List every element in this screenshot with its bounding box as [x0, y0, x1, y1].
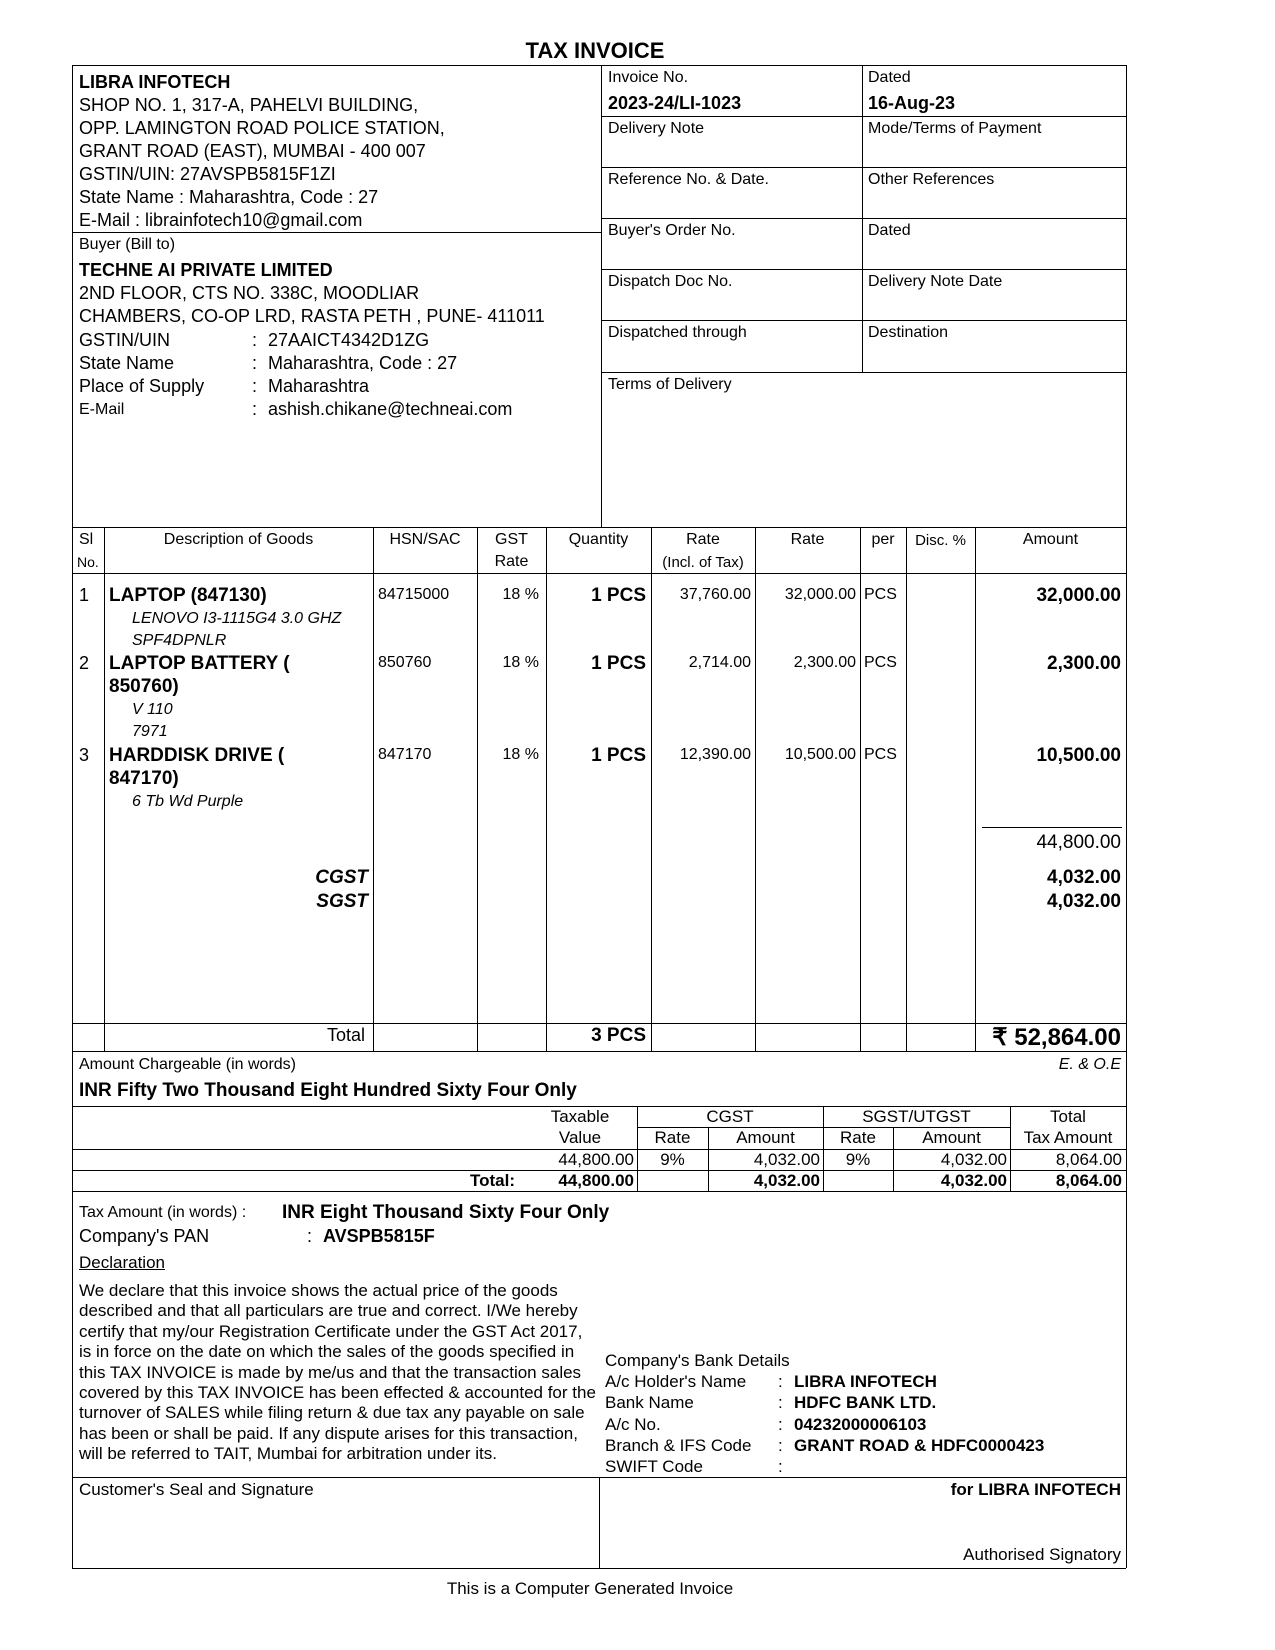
col-rate-incl-sub: (Incl. of Tax) — [662, 554, 744, 571]
item-sl: 1 — [79, 585, 90, 605]
item-name-cont: 850760) — [109, 676, 179, 697]
sgst-label: SGST — [316, 891, 368, 912]
item-gst: 18 % — [502, 654, 539, 671]
total-qty: 3 PCS — [591, 1025, 646, 1046]
tax-value-head: Value — [558, 1128, 602, 1147]
buyer-gstin-label: GSTIN/UIN — [79, 330, 171, 350]
mode-terms-label: Mode/Terms of Payment — [868, 120, 1042, 137]
bank-name-value: HDFC BANK LTD. — [794, 1393, 937, 1412]
cgst-amount: 4,032.00 — [1047, 867, 1121, 888]
declaration-heading: Declaration — [79, 1253, 165, 1272]
bank-acno-value: 04232000006103 — [794, 1415, 927, 1434]
item-sl: 3 — [79, 745, 90, 765]
tax-total-cgst: 4,032.00 — [753, 1171, 820, 1190]
tax-cgst-head: CGST — [706, 1107, 754, 1126]
item-rate-incl: 12,390.00 — [679, 746, 751, 763]
amount-words: INR Fifty Two Thousand Eight Hundred Sixty Four Only — [79, 1080, 577, 1101]
bank-heading: Company's Bank Details — [605, 1351, 790, 1370]
buyer-email-value: ashish.chikane@techneai.com — [268, 399, 513, 419]
amount-words-label: Amount Chargeable (in words) — [79, 1056, 296, 1073]
item-qty: 1 PCS — [591, 653, 646, 674]
item-amount: 32,000.00 — [1036, 585, 1121, 606]
item-qty: 1 PCS — [591, 745, 646, 766]
tax-sgst-head: SGST/UTGST — [862, 1107, 971, 1126]
seller-address-1: SHOP NO. 1, 317-A, PAHELVI BUILDING, — [79, 95, 419, 115]
invoice-no: 2023-24/LI-1023 — [608, 93, 742, 113]
item-amount: 2,300.00 — [1047, 653, 1121, 674]
pan-label: Company's PAN — [79, 1226, 210, 1246]
bank-name-label: Bank Name — [605, 1393, 694, 1412]
item-rate-incl: 2,714.00 — [688, 654, 751, 671]
for-company: for LIBRA INFOTECH — [950, 1480, 1121, 1499]
bank-swift-label: SWIFT Code — [605, 1457, 703, 1476]
tax-words-label: Tax Amount (in words) : — [79, 1204, 247, 1221]
buyer-email-label: E-Mail — [79, 401, 125, 418]
item-gst: 18 % — [502, 746, 539, 763]
col-description: Description of Goods — [163, 531, 314, 548]
item-rate: 32,000.00 — [784, 586, 856, 603]
subtotal: 44,800.00 — [1036, 832, 1121, 853]
item-rate-incl: 37,760.00 — [679, 586, 751, 603]
item-detail: V 110 — [132, 701, 173, 718]
declaration-text: We declare that this invoice shows the actual price of the goods described and that all particulars are true and correct. I/We hereby certify that my/our Registration Certificate under the GST Act 2017, is in force on the date on which the sales of the goods specified in this TAX INVOICE is made by me/us and that the transaction sales covered by this TAX INVOICE has been effected & accounted for the turnover of SALES while filing return & due tax any payable on sale has been or shall be paid. If any dispute arises for this transaction, will be referred to TAIT, Mumbai for arbitration under its. — [79, 1281, 596, 1464]
customer-seal: Customer's Seal and Signature — [79, 1480, 314, 1499]
tax-row-sgst-rate: 9% — [845, 1150, 871, 1169]
buyer-place-value: Maharashtra — [268, 376, 370, 396]
tax-total-sgst: 4,032.00 — [940, 1171, 1007, 1190]
item-qty: 1 PCS — [591, 585, 646, 606]
tax-total-total: 8,064.00 — [1055, 1171, 1122, 1190]
buyer-state-label: State Name — [79, 353, 175, 373]
bank-holder-value: LIBRA INFOTECH — [794, 1372, 937, 1391]
buyer-gstin-value: 27AAICT4342D1ZG — [268, 330, 430, 350]
item-rate: 10,500.00 — [784, 746, 856, 763]
col-amount: Amount — [1022, 531, 1079, 548]
item-name-cont: 847170) — [109, 768, 179, 789]
col-disc: Disc. % — [915, 532, 966, 549]
item-hsn: 847170 — [378, 746, 432, 763]
invoice-date: 16-Aug-23 — [868, 93, 956, 113]
col-rate-incl: Rate — [686, 531, 720, 548]
dispatched-through-label: Dispatched through — [608, 324, 747, 341]
tax-total-head: Total — [1050, 1107, 1086, 1126]
seller-email: E-Mail : librainfotech10@gmail.com — [79, 210, 363, 230]
item-name: LAPTOP BATTERY ( — [109, 653, 290, 674]
buyer-address-2: CHAMBERS, CO-OP LRD, RASTA PETH , PUNE- 411011 — [79, 306, 545, 326]
item-per: PCS — [864, 586, 897, 603]
sgst-amount: 4,032.00 — [1047, 891, 1121, 912]
tax-sgst-rate-head: Rate — [840, 1128, 876, 1147]
invoice-title: TAX INVOICE — [525, 38, 665, 63]
seller-name: LIBRA INFOTECH — [79, 72, 231, 92]
footer-note: This is a Computer Generated Invoice — [446, 1579, 734, 1598]
tax-row-sgst-amount: 4,032.00 — [940, 1150, 1007, 1169]
item-sl: 2 — [79, 653, 90, 673]
tax-row-cgst-rate: 9% — [660, 1150, 685, 1169]
tax-taxable-head: Taxable — [550, 1107, 610, 1126]
dated-label: Dated — [868, 69, 911, 86]
buyer-address-1: 2ND FLOOR, CTS NO. 338C, MOODLIAR — [79, 283, 420, 303]
delivery-note-date-label: Delivery Note Date — [868, 273, 1003, 290]
item-amount: 10,500.00 — [1036, 745, 1121, 766]
seller-address-3: GRANT ROAD (EAST), MUMBAI - 400 007 — [79, 141, 426, 161]
col-hsn: HSN/SAC — [389, 531, 461, 548]
tax-row-taxable: 44,800.00 — [558, 1150, 634, 1169]
bank-branch-value: GRANT ROAD & HDFC0000423 — [794, 1436, 1045, 1455]
item-hsn: 850760 — [378, 654, 432, 671]
tax-cgst-rate-head: Rate — [654, 1128, 691, 1147]
buyers-order-label: Buyer's Order No. — [608, 222, 736, 239]
pan-value: AVSPB5815F — [323, 1226, 435, 1246]
tax-row-cgst-amount: 4,032.00 — [753, 1150, 820, 1169]
item-per: PCS — [864, 746, 897, 763]
item-hsn: 84715000 — [378, 586, 450, 603]
item-detail: 7971 — [132, 723, 168, 740]
item-rate: 2,300.00 — [793, 654, 856, 671]
buyer-heading: Buyer (Bill to) — [79, 236, 176, 253]
buyer-state-value: Maharashtra, Code : 27 — [268, 353, 458, 373]
col-gst: GST — [495, 531, 528, 548]
authorised-signatory: Authorised Signatory — [963, 1545, 1121, 1564]
item-per: PCS — [864, 654, 897, 671]
bank-holder-label: A/c Holder's Name — [605, 1372, 747, 1391]
seller-address-2: OPP. LAMINGTON ROAD POLICE STATION, — [79, 118, 445, 138]
tax-total-label: Total: — [469, 1171, 515, 1190]
buyer-place-label: Place of Supply — [79, 376, 205, 396]
item-gst: 18 % — [502, 586, 539, 603]
terms-delivery-label: Terms of Delivery — [608, 376, 732, 393]
tax-sgst-amount-head: Amount — [922, 1128, 981, 1147]
item-name: LAPTOP (847130) — [109, 585, 267, 606]
tax-amount-head: Tax Amount — [1023, 1128, 1113, 1147]
dated2-label: Dated — [868, 222, 911, 239]
tax-total-taxable: 44,800.00 — [558, 1171, 634, 1190]
total-amount: ₹ 52,864.00 — [992, 1024, 1121, 1051]
col-gst-rate: Rate — [494, 553, 529, 570]
buyer-name: TECHNE AI PRIVATE LIMITED — [79, 260, 333, 280]
col-quantity: Quantity — [568, 531, 629, 548]
destination-label: Destination — [868, 324, 949, 341]
dispatch-doc-label: Dispatch Doc No. — [608, 273, 733, 290]
col-rate: Rate — [790, 531, 825, 548]
invoice-no-label: Invoice No. — [608, 69, 689, 86]
tax-words: INR Eight Thousand Sixty Four Only — [282, 1202, 610, 1223]
delivery-note-label: Delivery Note — [608, 120, 705, 137]
item-detail: LENOVO I3-1115G4 3.0 GHZ — [132, 610, 342, 627]
reference-label: Reference No. & Date. — [608, 171, 769, 188]
col-sl: Sl — [79, 531, 94, 548]
tax-row-total: 8,064.00 — [1055, 1150, 1122, 1169]
item-detail: 6 Tb Wd Purple — [132, 793, 244, 810]
bank-acno-label: A/c No. — [605, 1415, 661, 1434]
eoe: E. & O.E — [1058, 1056, 1121, 1073]
item-name: HARDDISK DRIVE ( — [109, 745, 285, 766]
bank-branch-label: Branch & IFS Code — [605, 1436, 752, 1455]
other-refs-label: Other References — [868, 171, 995, 188]
seller-gstin: GSTIN/UIN: 27AVSPB5815F1ZI — [79, 164, 336, 184]
col-per: per — [871, 531, 895, 548]
tax-cgst-amount-head: Amount — [736, 1128, 795, 1147]
total-label: Total — [326, 1025, 365, 1045]
col-no: No. — [77, 554, 99, 570]
item-detail: SPF4DPNLR — [132, 632, 227, 649]
cgst-label: CGST — [315, 867, 368, 888]
seller-state: State Name : Maharashtra, Code : 27 — [79, 187, 379, 207]
